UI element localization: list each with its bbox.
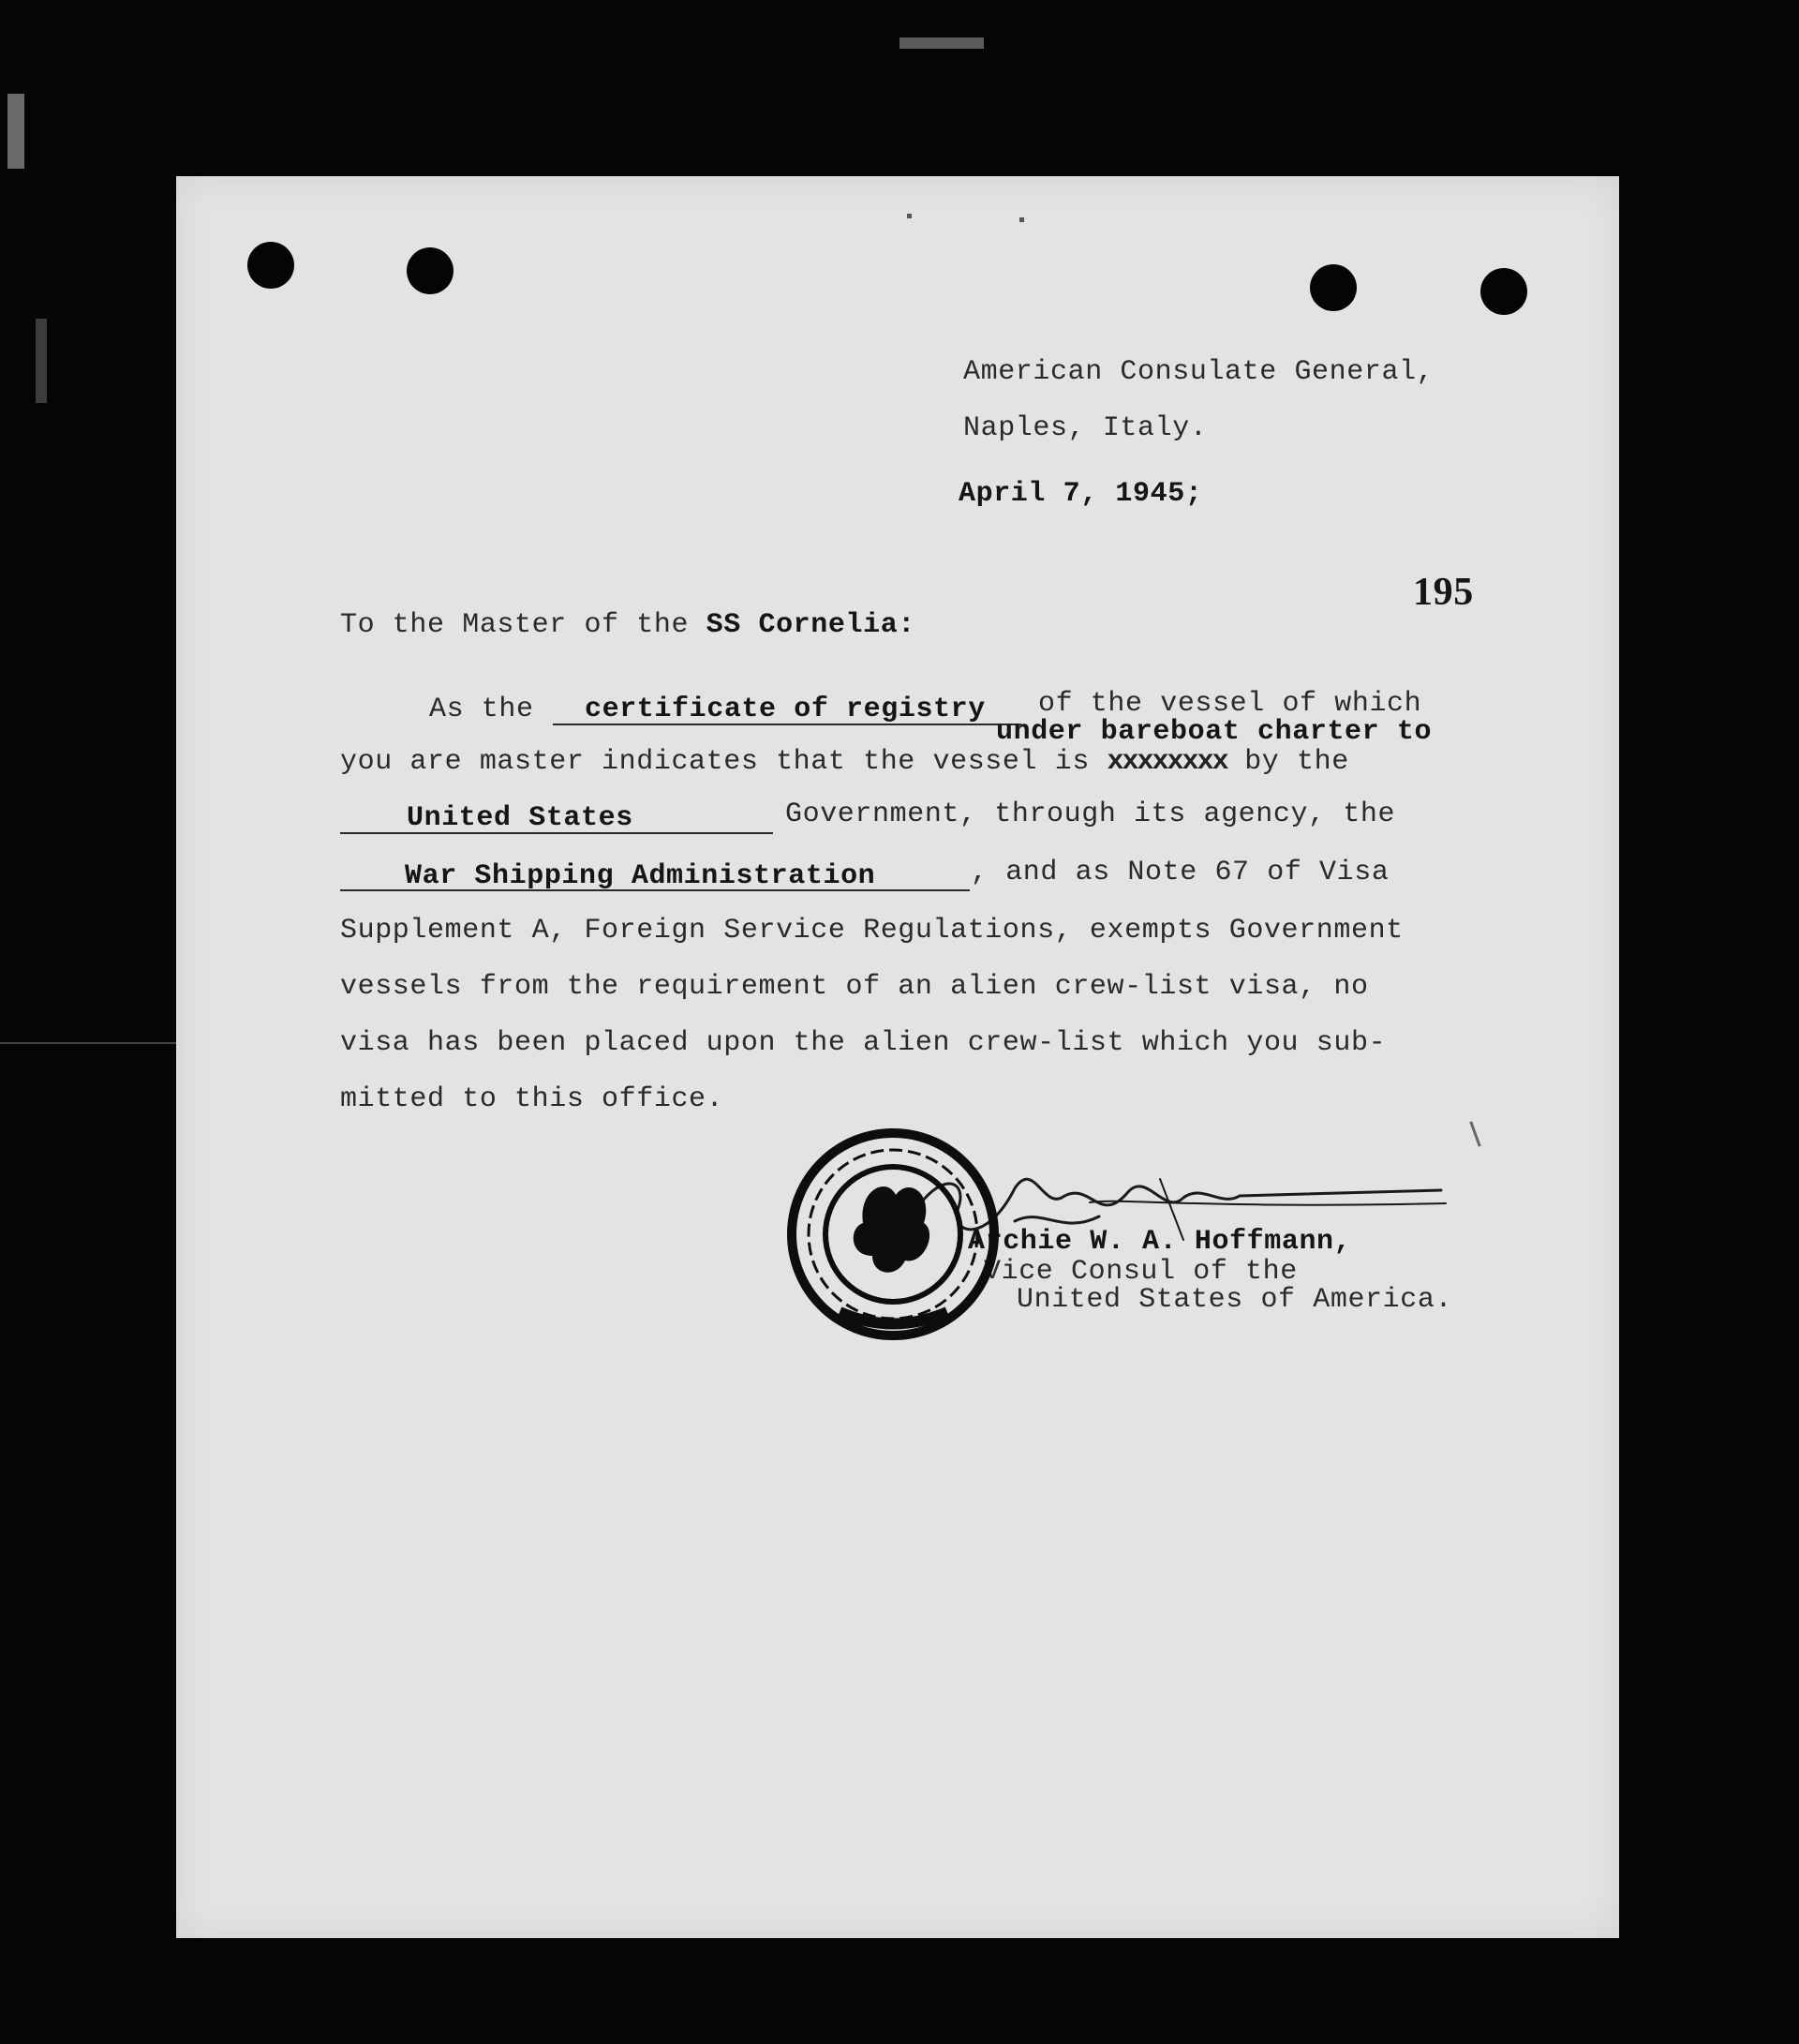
- consular-seal: [783, 1125, 1004, 1345]
- punch-hole: [1480, 268, 1527, 315]
- body-line-3-end: Government, through its agency, the: [785, 798, 1396, 830]
- body-line-2-start: you are master indicates that the vessel is: [340, 746, 1090, 778]
- document-page: [176, 176, 1619, 1938]
- paper-speck: [1019, 217, 1024, 222]
- film-edge-mark: [7, 94, 24, 169]
- film-edge-mark: [0, 1042, 197, 1044]
- punch-hole: [407, 247, 453, 294]
- punch-hole: [1310, 264, 1357, 311]
- salutation-prefix: To the Master of the: [340, 609, 690, 641]
- body-line-7: visa has been placed upon the alien crew-list which you sub-: [340, 1027, 1387, 1059]
- government-name: United States: [407, 802, 633, 834]
- letter-date: April 7, 1945;: [959, 478, 1203, 510]
- consulate-city: Naples, Italy.: [963, 412, 1208, 444]
- consulate-name: American Consulate General,: [963, 356, 1435, 388]
- document-number: 195: [1413, 571, 1474, 614]
- film-edge-mark: [36, 319, 47, 403]
- signatory-title: Vice Consul of the: [984, 1256, 1298, 1288]
- body-line-8: mitted to this office.: [340, 1083, 724, 1115]
- inserted-text: under bareboat charter to: [996, 716, 1433, 748]
- paper-speck: [1469, 1121, 1480, 1146]
- document-type: certificate of registry: [585, 694, 986, 725]
- body-line-6: vessels from the requirement of an alien crew-list visa, no: [340, 971, 1369, 1003]
- salutation: [340, 609, 915, 641]
- film-edge-mark: [900, 37, 984, 49]
- vessel-name: SS Cornelia:: [706, 609, 915, 641]
- body-line-2: [340, 746, 1349, 778]
- body-line-5: Supplement A, Foreign Service Regulations, exempts Government: [340, 915, 1404, 947]
- body-line-1-end: of the vessel of which: [1038, 688, 1422, 720]
- body-line-2-end: by the: [1244, 746, 1349, 778]
- agency-name: War Shipping Administration: [405, 860, 876, 892]
- body-line-4-end: , and as Note 67 of Visa: [971, 857, 1390, 888]
- signatory-name: Archie W. A. Hoffmann,: [968, 1226, 1352, 1258]
- signatory-country: United States of America.: [1017, 1284, 1453, 1316]
- punch-hole: [247, 242, 294, 289]
- body-line-1-start: As the: [429, 694, 534, 725]
- paper-speck: [907, 214, 912, 218]
- struck-out-word: xxxxxxxx: [1107, 746, 1227, 778]
